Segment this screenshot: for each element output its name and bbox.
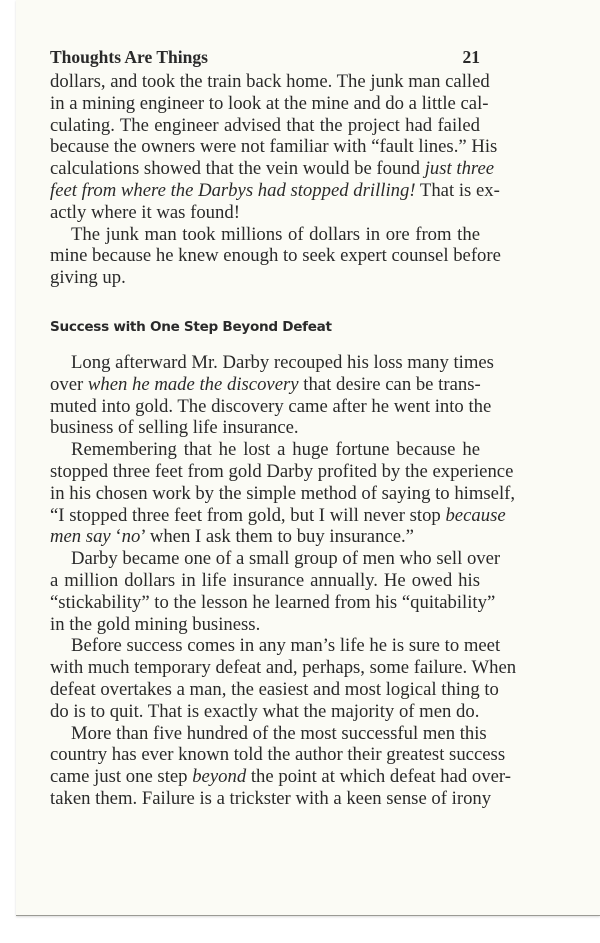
- text-line: because the owners were not familiar with “fault lines.” His: [50, 136, 498, 158]
- emphasis: when he made the discovery: [87, 373, 299, 395]
- text-line: country has ever known told the author their greatest success: [50, 744, 506, 766]
- text-line: muted into gold. The discovery came after he went into the: [50, 395, 492, 417]
- paragraph: [50, 635, 517, 722]
- section-heading: Success with One Step Beyond Defeat: [50, 318, 332, 335]
- emphasis: men say: [50, 526, 111, 548]
- text-line: stopped three feet from gold Darby profited by the experience: [50, 460, 514, 482]
- text-line: Darby became one of a small group of men who sell over: [71, 548, 501, 570]
- paragraph: [50, 548, 501, 635]
- text-line: in a mining engineer to look at the mine and do a little cal-: [50, 92, 489, 114]
- text-line: dollars, and took the train back home. The junk man called: [50, 71, 490, 92]
- text-line: calculations showed that the vein would be found just three: [50, 158, 495, 180]
- chapter-title: Thoughts Are Things: [50, 47, 208, 67]
- text-line: in the gold mining business.: [50, 613, 261, 635]
- text-line: Remembering that he lost a huge fortune because he: [71, 439, 480, 461]
- text-line: over when he made the discovery that desire can be trans-: [50, 373, 481, 395]
- running-head: [50, 47, 480, 67]
- text-line: “I stopped three feet from gold, but I will never stop because: [50, 504, 506, 526]
- text-line: men say ‘no’ when I ask them to buy insurance.”: [50, 526, 414, 548]
- text-line: Long afterward Mr. Darby recouped his loss many times: [71, 351, 494, 373]
- text-line: The junk man took millions of dollars in ore from the: [71, 223, 480, 245]
- page-number: 21: [462, 47, 480, 67]
- page-content: [50, 47, 517, 810]
- text-line: came just one step beyond the point at which defeat had over-: [50, 766, 511, 788]
- paragraph: [50, 71, 500, 224]
- text-line: actly where it was found!: [50, 201, 240, 223]
- text-line: do is to quit. That is exactly what the majority of men do.: [50, 700, 480, 722]
- text-line: taken them. Failure is a trickster with a keen sense of irony: [50, 787, 492, 809]
- text-line: feet from where the Darbys had stopped drilling! That is ex-: [50, 179, 500, 201]
- text-line: defeat overtakes a man, the easiest and most logical thing to: [50, 678, 499, 700]
- text-line: business of selling life insurance.: [50, 417, 299, 439]
- emphasis: feet from where the Darbys had stopped drilling!: [50, 179, 416, 201]
- emphasis: no: [121, 526, 141, 548]
- text-line: a million dollars in life insurance annually. He owed his: [50, 569, 480, 591]
- emphasis: just three: [424, 158, 495, 180]
- paragraph: [50, 351, 494, 439]
- text-line: Before success comes in any man’s life he is sure to meet: [71, 635, 501, 657]
- text-line: More than five hundred of the most successful men this: [71, 722, 487, 744]
- book-page: [16, 0, 600, 916]
- paragraph: [50, 722, 511, 810]
- text-line: mine because he knew enough to seek expert counsel before: [50, 245, 501, 267]
- emphasis: beyond: [192, 766, 247, 788]
- paragraph: [50, 439, 516, 548]
- paragraph: [50, 223, 501, 289]
- emphasis: because: [445, 504, 506, 526]
- text-line: culating. The engineer advised that the project had failed: [50, 114, 480, 136]
- text-line: with much temporary defeat and, perhaps, some failure. When: [50, 657, 517, 679]
- text-line: giving up.: [50, 267, 126, 289]
- text-line: in his chosen work by the simple method of saying to himself,: [50, 482, 516, 504]
- text-line: “stickability” to the lesson he learned from his “quitability”: [50, 591, 496, 613]
